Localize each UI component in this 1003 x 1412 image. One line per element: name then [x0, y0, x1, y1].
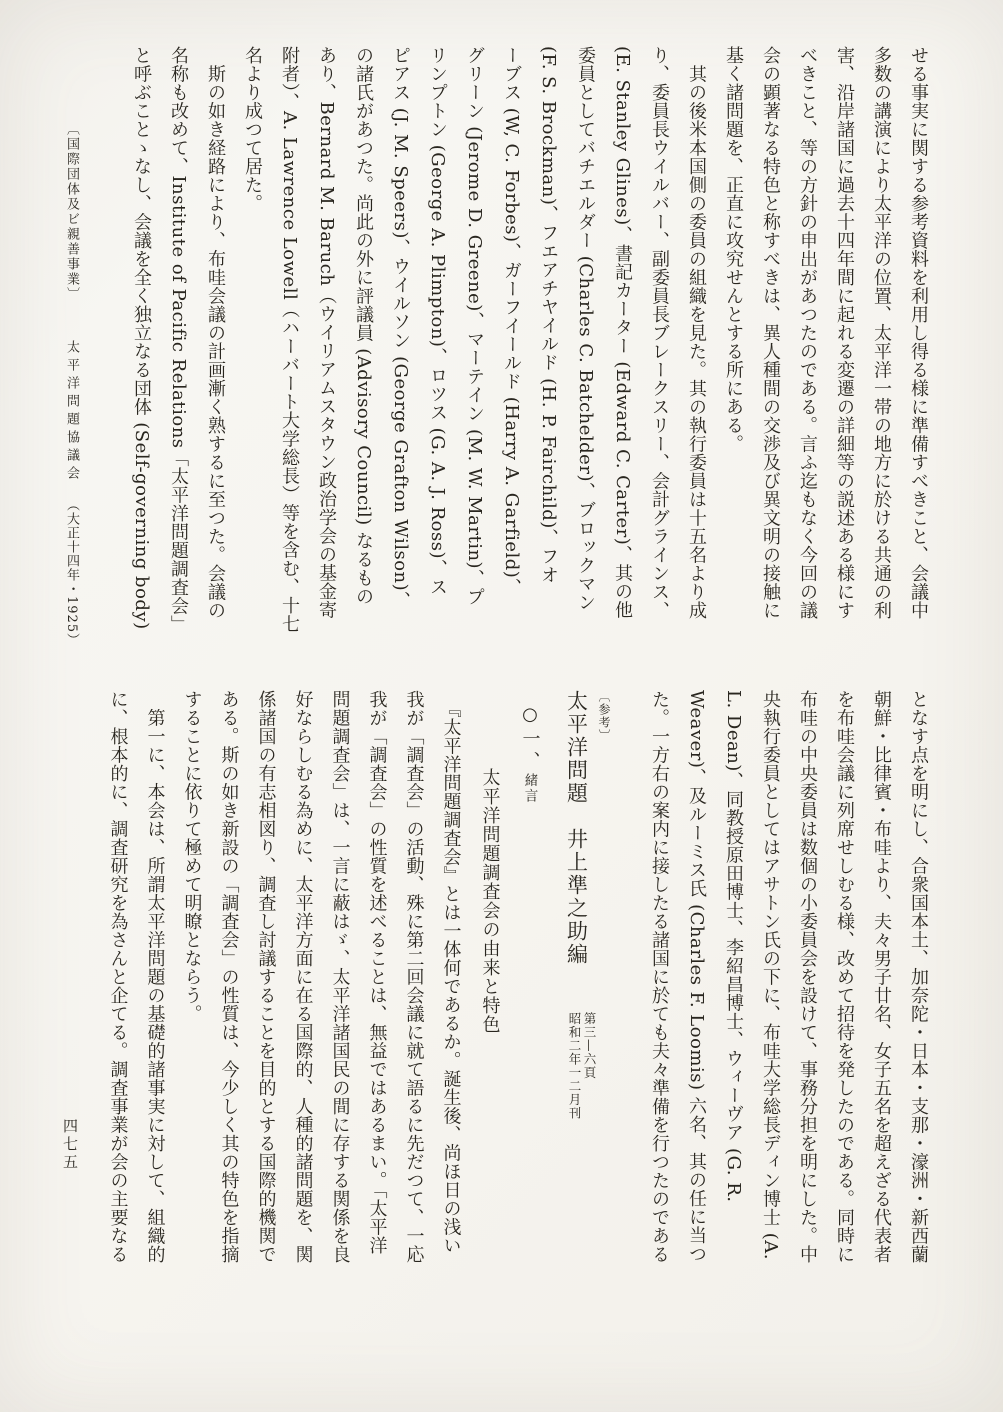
text-column: 害、沿岸諸国に過去十四年間に起れる変遷の詳細等の説述ある様にす [834, 46, 855, 620]
text-column: ある。斯の如き新設の「調査会」の性質は、今少しく其の特色を指摘 [218, 690, 240, 1264]
text-column: り、委員長ウイルバー、副委員長ブレークスリー、会計グラインス、 [649, 46, 670, 620]
page-number: 四七五 [61, 1118, 79, 1172]
text-column: Weaver)、及ルーミス氏 (Charles F. Loomis) 六名、其の任に当つ [686, 690, 707, 1264]
section-number: ○一、 [519, 704, 541, 773]
text-column: に、根本的に、調査研究を為さんと企てる。調査事業が会の主要なる [107, 690, 129, 1264]
text-column: 我が「調査会」の性質を述べることは、無益ではあるまい。「太平洋 [366, 690, 388, 1255]
text-column: ーブス (W, C. Forbes)、ガーフイールド (Harry A. Garfield)、 [501, 46, 522, 597]
text-column: 央執行委員としてはアサトン氏の下に、布哇大学総長ディン博士 (A. [760, 690, 781, 1260]
reference-title-editor: 太平洋問題 井上準之助編 [564, 690, 589, 1012]
text-column: 名称も改めて、Institute of Pacific Relations「太平洋問題調査会」 [168, 46, 189, 634]
text-column: となす点を明にし、合衆国本土、加奈陀・日本・支那・濠洲・新西蘭 [908, 690, 929, 1264]
text-column: 多数の講演により太平洋の位置、太平洋一帯の地方に於ける共通の利 [871, 46, 892, 620]
text-column: 第一に、本会は、所謂太平洋問題の基礎的諸事実に対して、組織的 [144, 690, 166, 1264]
text-column: た。一方右の案内に接したる諸国に於ても夫々準備を行つたのである [649, 690, 670, 1264]
reference-published: 昭和二年一二月刊 [567, 1012, 582, 1120]
text-column: 委員としてバチエルダー (Charles C. Batchelder)、ブロックマン [575, 46, 596, 612]
text-column: あり、Bernard M. Baruch（ウイリアムスタウン政治学会の基金寄 [316, 46, 337, 620]
text-column: べきこと、等の方針の申出があつたのである。言ふ迄もなく今回の議 [797, 46, 818, 620]
text-column: ピアス (J. M. Speers)、ウイルソン (George Grafton Wilson)、 [390, 46, 411, 610]
text-column: L. Dean)、同教授原田博士、李紹昌博士、ウィーヴア (G. R. [723, 690, 744, 1203]
reference-heading [563, 690, 612, 1312]
text-column: 我が「調査会」の活動、殊に第二回会議に就て語るに先だつて、一応 [403, 690, 425, 1264]
text-column: 朝鮮・比律賓・布哇より、夫々男子廿名、女子五名を超えざる代表者 [871, 690, 892, 1264]
upper-text-block [61, 46, 937, 668]
text-column: 名より成つて居た。 [242, 46, 263, 213]
text-column: 斯の如き経路により、布哇会議の計画漸く熟するに至つた。会議の [205, 46, 226, 620]
reference-imprint [567, 1012, 597, 1120]
lower-text-block [100, 690, 938, 1312]
text-column: (E. Stanley Glines)、書記カーター (Edward C. Carter)、其の他 [612, 46, 633, 620]
text-column: リンプトン (George A. Plimpton)、ロツス (G. A. J. Ross)、ス [427, 46, 448, 596]
section-label: 緒言 [521, 773, 538, 804]
text-column: と呼ぶことゝなし、会議を全く独立なる団体 (Self-governing body) [131, 46, 152, 630]
reference-pages: 第三—六頁 [582, 1012, 597, 1080]
text-column: 基く諸問題を、正直に攻究せんとする所にある。 [723, 46, 744, 453]
text-column: 布哇の中央委員は数個の小委員会を設けて、事務分担を明にした。中 [797, 690, 818, 1264]
text-column: を布哇会議に列席せしむる様、改めて招待を発したのである。同時に [834, 690, 855, 1264]
text-column: せる事実に関する参考資料を利用し得る様に準備すべきこと、会議中 [908, 46, 929, 620]
margin-source-note [61, 46, 81, 668]
reference-title [563, 690, 598, 1312]
section-heading [511, 690, 549, 1312]
text-column: 係諸国の有志相図り、調査し討議することを目的とする国際的機関で [255, 690, 277, 1264]
text-column: の諸氏があつた。尚此の外に評議員 (Advisory Council) なるもの [353, 46, 374, 606]
text-column: 『太平洋問題調査会』とは一体何であるか。誕生後、尚ほ日の浅い [440, 690, 462, 1255]
text-column: グリーン (Jerome D. Greene)、マーテイン (M. W. Martin)、プ [464, 46, 485, 607]
text-column: することに依りて極めて明瞭とならう。 [181, 690, 203, 1023]
source-organization: 太平洋問題協議会 [64, 340, 79, 484]
text-column: (F. S. Brockman)、フエアチヤイルド (H. P. Fairchild)、フオ [538, 46, 559, 585]
source-year: （大正十四年・1925） [64, 498, 79, 648]
text-column: 附者）、A. Lawrence Lowell（ハーバート大学総長）等を含む、十七 [279, 46, 300, 634]
text-column: 好ならしむる為めに、太平洋方面に在る国際的、人種的諸問題を、関 [292, 690, 314, 1264]
text-column: 会の顕著なる特色と称すべきは、異人種間の交渉及び異文明の接触に [760, 46, 781, 620]
reference-marker: 〔参考〕 [597, 690, 611, 742]
source-category: 〔国際団体及ビ親善事業〕 [64, 122, 79, 302]
text-column: 問題調査会」は、一言に蔽はゞ、太平洋諸国民の間に存する関係を良 [329, 690, 351, 1264]
sub-heading: 太平洋問題調査会の由来と特色 [479, 768, 501, 1034]
text-column: 其の後米本国側の委員の組織を見た。其の執行委員は十五名より成 [686, 46, 707, 620]
